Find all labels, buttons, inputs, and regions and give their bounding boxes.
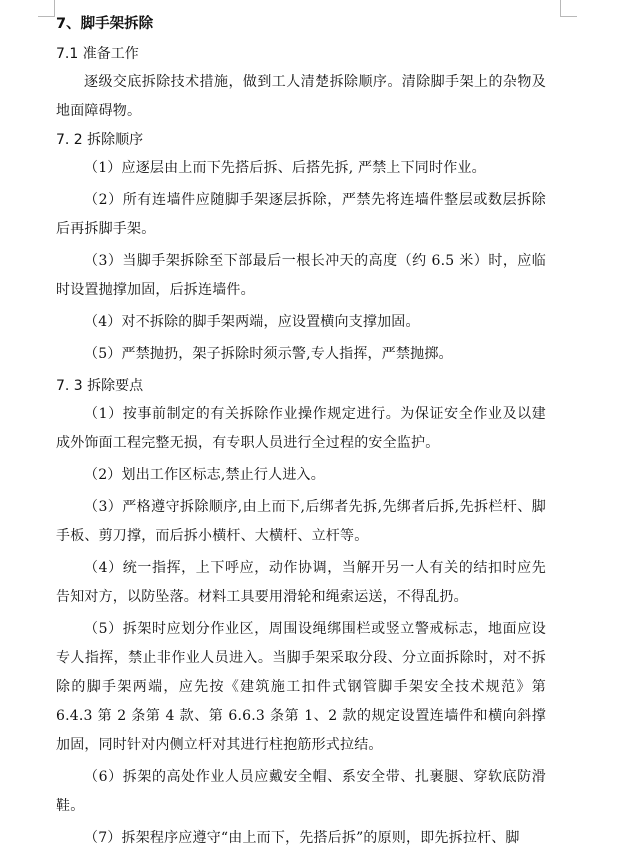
list-item-7-2-4: （4）对不拆除的脚手架两端，应设置横向支撑加固。	[84, 314, 420, 330]
page-corner-mark-left	[38, 0, 55, 17]
paragraph-7-1: 逐级交底拆除技术措施，做到工人清楚拆除顺序。清除脚手架上的杂物及地面障碍物。	[56, 74, 546, 119]
section-heading-7: 7、脚手架拆除	[56, 16, 154, 32]
document-body	[56, 8, 546, 856]
page-corner-mark-right	[560, 0, 577, 17]
list-item-7-3-6: （6）拆架的高处作业人员应戴安全帽、系安全带、扎裹腿、穿软底防滑鞋。	[56, 769, 546, 814]
list-item-7-3-1: （1）按事前制定的有关拆除作业操作规定进行。为保证安全作业及以建成外饰面工程完整无损，有专职人员进行全过程的安全监护。	[56, 406, 546, 451]
list-item-7-3-3: （3）严格遵守拆除顺序,由上而下,后绑者先拆,先绑者后拆,先拆栏杆、脚手板、剪刀撑，而后拆小横杆、大横杆、立杆等。	[56, 499, 546, 544]
subheading-7-3: 7. 3 拆除要点	[56, 378, 144, 394]
list-item-7-2-3: （3）当脚手架拆除至下部最后一根长冲天的高度（约 6.5 米）时，应临时设置抛撑加固，后拆连墙件。	[56, 253, 546, 298]
subheading-7-1: 7.1 准备工作	[56, 46, 139, 62]
list-item-7-3-4: （4）统一指挥，上下呼应，动作协调，当解开另一人有关的结扣时应先告知对方，以防坠落。材料工具要用滑轮和绳索运送，不得乱扔。	[56, 560, 546, 605]
list-item-7-2-2: （2）所有连墙件应随脚手架逐层拆除，严禁先将连墙件整层或数层拆除后再拆脚手架。	[56, 192, 546, 237]
list-item-7-2-5: （5）严禁抛扔，架子拆除时须示警,专人指挥，严禁抛掷。	[84, 346, 453, 362]
list-item-7-2-1: （1）应逐层由上而下先搭后拆、后搭先拆, 严禁上下同时作业。	[84, 160, 486, 176]
subheading-7-2: 7. 2 拆除顺序	[56, 132, 144, 148]
list-item-7-3-5: （5）拆架时应划分作业区，周围设绳绑围栏或竖立警戒标志，地面应设专人指挥，禁止非作业人员进入。当脚手架采取分段、分立面拆除时，对不拆除的脚手架两端，应先按《建筑施工扣件式钢管脚手架安全技术规范》第 6.4.3 第 2 条第 4 款、第 6.6.3 条第 1、2 款的规定设置连墙件和横向斜撑加固，同时针对内侧立杆对其进行柱抱筋形式拉结。	[56, 621, 546, 753]
list-item-7-3-7: （7）拆架程序应遵守“由上而下，先搭后拆”的原则，即先拆拉杆、脚	[84, 830, 520, 846]
list-item-7-3-2: （2）划出工作区标志,禁止行人进入。	[84, 467, 325, 483]
